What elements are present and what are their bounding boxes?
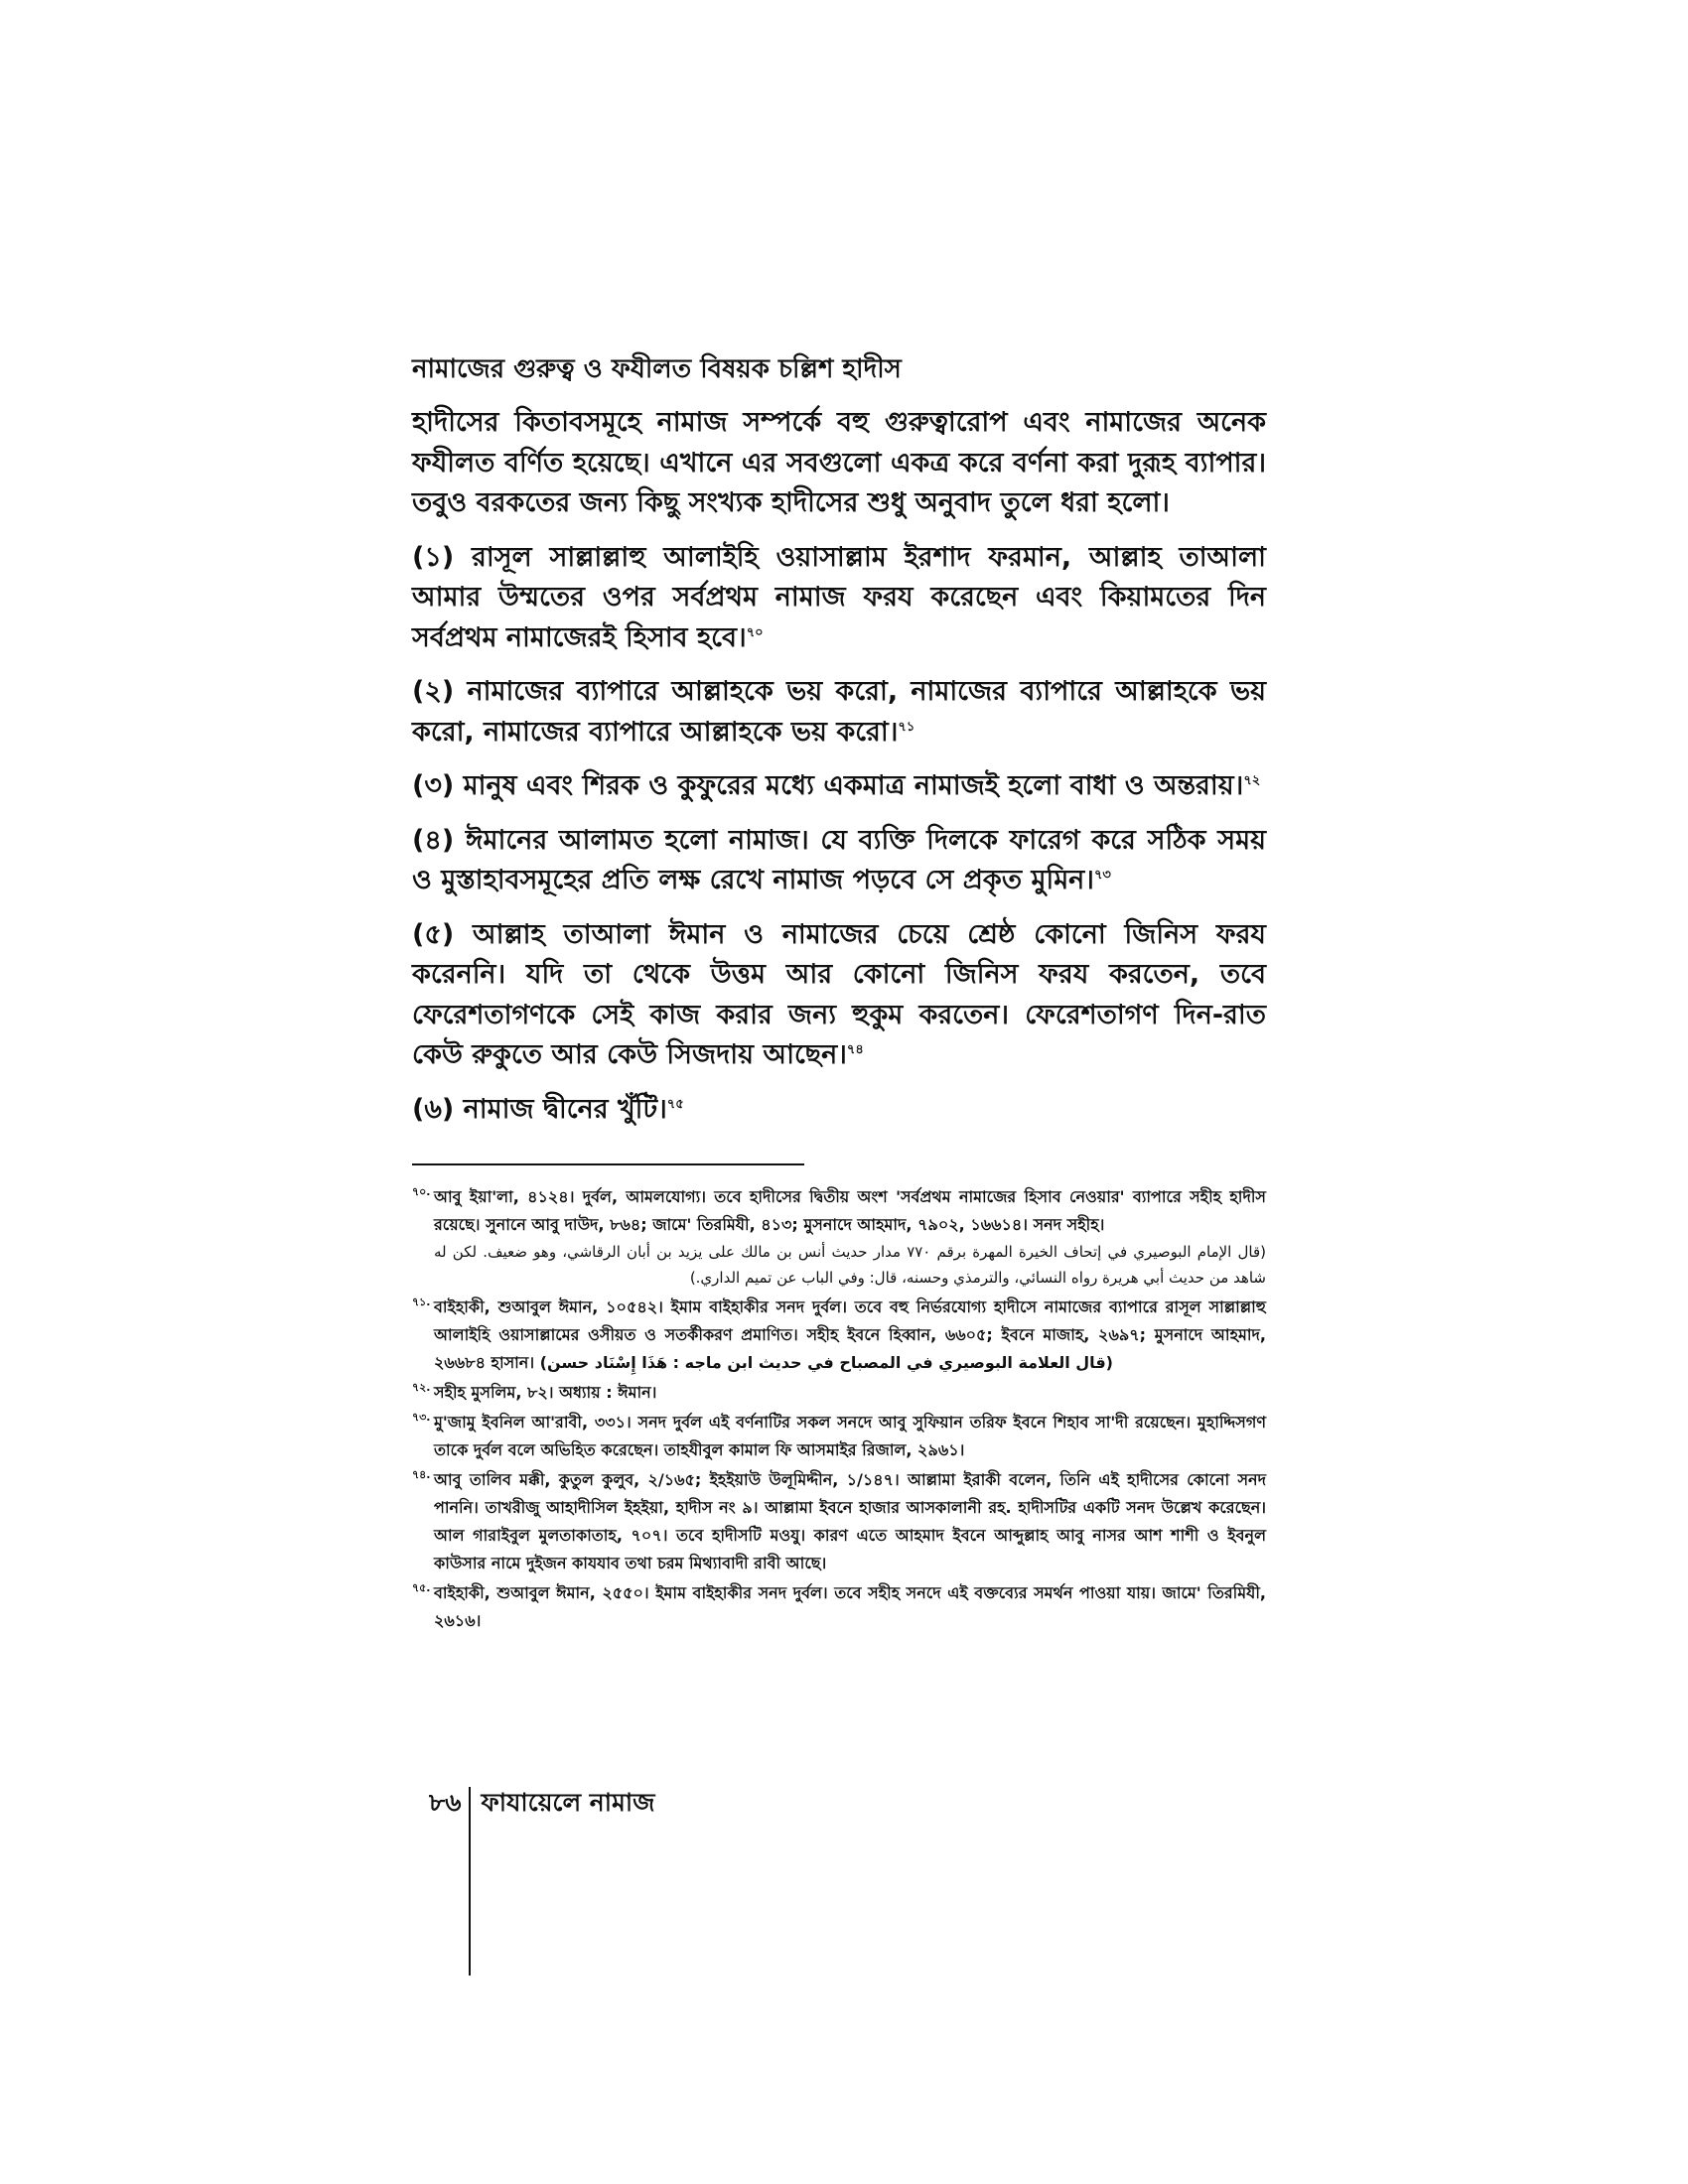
hadith-2 — [412, 672, 1266, 752]
hadith-3 — [412, 766, 1266, 807]
hadith-6 — [412, 1090, 1266, 1131]
hadith-4 — [412, 821, 1266, 901]
footnote-text: আবু ইয়া'লা, ৪১২৪। দুর্বল, আমলযোগ্য। তবে হাদীসের দ্বিতীয় অংশ 'সর্বপ্রথম নামাজের হিসাব নেওয়ার' ব্যাপারে সহীহ হাদীস রয়েছে। সুনানে আবু দাউদ, ৮৬৪; জামে' তিরমিযী, ৪১৩; মুসনাদে আহমাদ, ৭৯০২, ১৬৬১৪। সনদ সহীহ। — [434, 1187, 1266, 1235]
footnote-number: ৭০. — [412, 1185, 431, 1199]
footnote-text: বাইহাকী, শুআবুল ঈমান, ১০৫৪২। ইমাম বাইহাকীর সনদ দুর্বল। তবে বহু নির্ভরযোগ্য হাদীসে নামাজের ব্যাপারে রাসূল সাল্লাল্লাহু আলাইহি ওয়াসাল্লামের ওসীয়ত ও সতর্কীকরণ প্রমাণিত। সহীহ ইবনে হিব্বান, ৬৬০৫; ইবনে মাজাহ, ২৬৯৭; মুসনাদে আহমাদ, ২৬৬৮৪ হাসান। (قال العلامة البوصيري في المصباح في حديث ابن ماجه : هَذَا إِسْنَاد حسن) — [434, 1297, 1266, 1372]
hadith-text: (৬) নামাজ দ্বীনের খুঁটি। — [412, 1093, 667, 1125]
footnote-divider — [412, 1163, 804, 1165]
footnote-text: আবু তালিব মক্কী, কুতুল কুলুব, ২/১৬৫; ইহইয়াউ উলূমিদ্দীন, ১/১৪৭। আল্লামা ইরাকী বলেন, তিনি এই হাদীসের কোনো সনদ পাননি। তাখরীজু আহাদীসিল ইহইয়া, হাদীস নং ৯। আল্লামা ইবনে হাজার আসকালানী রহ. হাদীসটির একটি সনদ উল্লেখ করেছেন। আল গারাইবুল মুলতাকাতাহ, ৭০৭। তবে হাদীসটি মওযু। কারণ এতে আহমাদ ইবনে আব্দুল্লাহ আবু নাসর আশ শাশী ও ইবনুল কাউসার নামে দুইজন কাযযাব তথা চরম মিথ্যাবাদী রাবী আছে। — [434, 1469, 1266, 1572]
hadith-1 — [412, 538, 1266, 659]
footnote-ref[interactable]: ৭৪ — [846, 1042, 864, 1058]
footnote-75 — [412, 1579, 1266, 1635]
section-heading: নামাজের গুরুত্ব ও ফযীলত বিষয়ক চল্লিশ হাদীস — [412, 354, 902, 384]
hadith-text: (৩) মানুষ এবং শিরক ও কুফুরের মধ্যে একমাত্র নামাজই হলো বাধা ও অন্তরায়। — [412, 770, 1244, 802]
footnote-text: সহীহ মুসলিম, ৮২। অধ্যায় : ঈমান। — [434, 1382, 657, 1402]
footnote-number: ৭১. — [412, 1295, 431, 1308]
footnote-number: ৭৩. — [412, 1410, 431, 1424]
footnote-ref[interactable]: ৭০ — [746, 624, 764, 640]
footnote-ref[interactable]: ৭১ — [898, 719, 915, 735]
footnote-71 — [412, 1294, 1266, 1377]
hadith-text: (৫) আল্লাহ তাআলা ঈমান ও নামাজের চেয়ে শ্রেষ্ঠ কোনো জিনিস ফরয করেননি। যদি তা থেকে উত্তম আর কোনো জিনিস ফরয করতেন, তবে ফেরেশতাগণকে সেই কাজ করার জন্য হুকুম করতেন। ফেরেশতাগণ দিন-রাত কেউ রুকুতে আর কেউ সিজদায় আছেন। — [412, 918, 1266, 1071]
footnote-ref[interactable]: ৭৩ — [1093, 868, 1111, 884]
page-body — [412, 352, 1266, 1637]
footnote-arabic-text: (قال الإمام البوصيري في إتحاف الخيرة المهرة برقم ٧٧٠ مدار حديث أنس بن مالك على يزيد بن أبان الرقاشي، وهو ضعيف. لكن له شاهد من حديث أبي هريرة رواه النسائي، والترمذي وحسنه، قال: وفي الباب عن تميم الداري.) — [434, 1243, 1267, 1288]
intro-paragraph: হাদীসের কিতাবসমূহে নামাজ সম্পর্কে বহু গুরুত্বারোপ এবং নামাজের অনেক ফযীলত বর্ণিত হয়েছে। এখানে এর সবগুলো একত্র করে বর্ণনা করা দুরূহ ব্যাপার। তবুও বরকতের জন্য কিছু সংখ্যক হাদীসের শুধু অনুবাদ তুলে ধরা হলো। — [412, 407, 1266, 519]
footnote-text: মু'জামু ইবনিল আ'রাবী, ৩৩১। সনদ দুর্বল এই বর্ণনাটির সকল সনদে আবু সুফিয়ান তরিফ ইবনে শিহাব সা'দী রয়েছেন। মুহাদ্দিসগণ তাকে দুর্বল বলে অভিহিত করেছেন। তাহযীবুল কামাল ফি আসমাইর রিজাল, ২৯৬১। — [434, 1412, 1266, 1459]
footnote-number: ৭৪. — [412, 1467, 431, 1481]
footnote-number: ৭৫. — [412, 1580, 431, 1594]
footnote-number: ৭২. — [412, 1380, 431, 1394]
running-title: ফাযায়েলে নামাজ — [481, 1788, 655, 1817]
footnote-ref[interactable]: ৭২ — [1243, 773, 1261, 789]
footnote-ref[interactable]: ৭৫ — [666, 1096, 684, 1112]
page-number: ৮৬ — [429, 1788, 462, 1817]
hadith-text: (১) রাসূল সাল্লাল্লাহু আলাইহি ওয়াসাল্লাম ইরশাদ ফরমান, আল্লাহ তাআলা আমার উম্মতের ওপর সর্বপ্রথম নামাজ ফরয করেছেন এবং কিয়ামতের দিন সর্বপ্রথম নামাজেরই হিসাব হবে। — [412, 541, 1266, 653]
page-footer — [429, 1787, 654, 1976]
hadith-text: (৪) ঈমানের আলামত হলো নামাজ। যে ব্যক্তি দিলকে ফারেগ করে সঠিক সময় ও মুস্তাহাবসমূহের প্রতি লক্ষ রেখে নামাজ পড়বে সে প্রকৃত মুমিন। — [412, 824, 1266, 896]
footnote-73 — [412, 1409, 1266, 1464]
hadith-5 — [412, 915, 1266, 1076]
footnote-74 — [412, 1466, 1266, 1577]
footnote-70 — [412, 1183, 1266, 1292]
footnote-72 — [412, 1379, 1266, 1407]
hadith-text: (২) নামাজের ব্যাপারে আল্লাহকে ভয় করো, নামাজের ব্যাপারে আল্লাহকে ভয় করো, নামাজের ব্যাপারে আল্লাহকে ভয় করো। — [412, 676, 1266, 748]
footnote-text: বাইহাকী, শুআবুল ঈমান, ২৫৫০। ইমাম বাইহাকীর সনদ দুর্বল। তবে সহীহ সনদে এই বক্তব্যের সমর্থন পাওয়া যায়। জামে' তিরমিযী, ২৬১৬। — [434, 1582, 1266, 1630]
